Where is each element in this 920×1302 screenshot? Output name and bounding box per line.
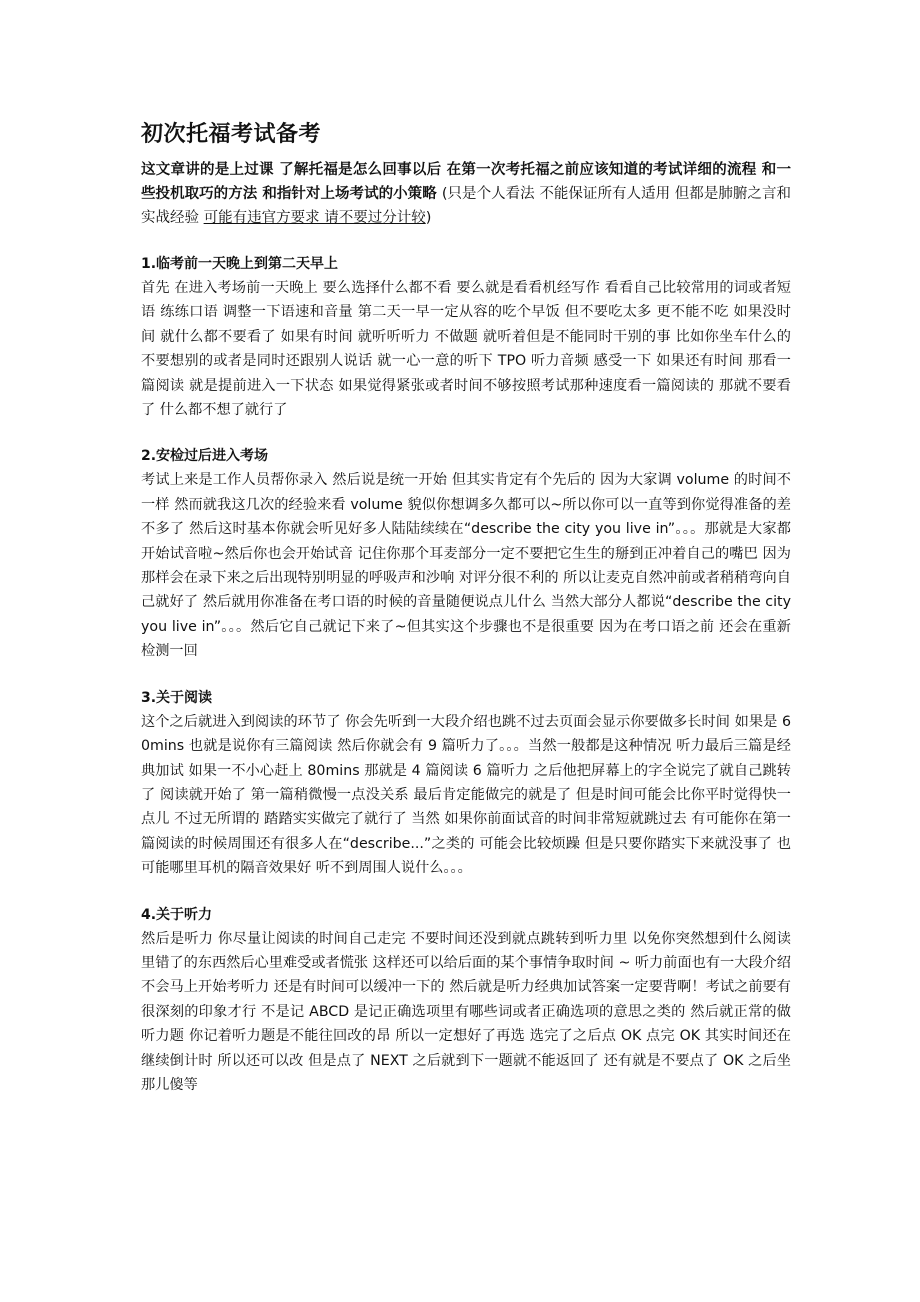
section-body: 然后是听力 你尽量让阅读的时间自己走完 不要时间还没到就点跳转到听力里 以免你突然想到什么阅读里错了的东西然后心里难受或者慌张 这样还可以给后面的某个事情争取时间 ~ 听力前面也有一大段介绍 不会马上开始考听力 还是有时间可以缓冲一下的 然后就是听力经典加试答案一定要背啊！考试之前要有很深刻的印象才行 不是记 ABCD 是记正确选项里有哪些词或者正确选项的意思之类的 然后就正常的做听力题 你记着听力题是不能往回改的昂 所以一定想好了再选 选完了之后点 OK 点完 OK 其实时间还在继续倒计时 所以还可以改 但是点了 NEXT 之后就到下一题就不能返回了 还有就是不要点了 OK 之后坐那儿傻等 bbox=[141, 930, 791, 1093]
intro-note-text: (只是个人看法 不能保证所有人适用 但都是肺腑之言和实战经验 bbox=[141, 186, 791, 226]
section-body: 首先 在进入考场前一天晚上 要么选择什么都不看 要么就是看看机经写作 看看自己比较常用的词或者短语 练练口语 调整一下语速和音量 第二天一早一定从容的吃个早饭 但不要吃太多 更不能不吃 如果没时间 就什么都不要看了 如果有时间 就听听听力 不做题 就听着但是不能同时干别的事 比如你坐车什么的 不要想别的或者是同时还跟别人说话 就一心一意的听下 TPO 听力音频 感受一下 如果还有时间 那看一篇阅读 就是提前进入一下状态 如果觉得紧张或者时间不够按照考试那种速度看一篇阅读的 那就不要看了 什么都不想了就行了 bbox=[141, 280, 791, 419]
intro-underlined-text: 可能有违官方要求 请不要过分计较 bbox=[203, 210, 426, 226]
section-body: 考试上来是工作人员帮你录入 然后说是统一开始 但其实肯定有个先后的 因为大家调 volume 的时间不一样 然而就我这几次的经验来看 volume 貌似你想调多久都可以~所以你可以一直等到你觉得准备的差不多了 然后这时基本你就会听见好多人陆陆续续在“describe the city you live in”。。。那就是大家都开始试音啦~然后你也会开始试音 记住你那个耳麦部分一定不要把它生生的掰到正冲着自己的嘴巴 因为那样会在录下来之后出现特别明显的呼吸声和沙响 对评分很不利的 所以让麦克自然冲前或者稍稍弯向自己就好了 然后就用你准备在考口语的时候的音量随便说点儿什么 当然大部分人都说“describe the city you live in”。。。然后它自己就记下来了~但其实这个步骤也不是很重要 因为在考口语之前 还会在重新检测一回 bbox=[141, 472, 791, 660]
document-title: 初次托福考试备考 bbox=[141, 122, 322, 147]
section-heading: 1.临考前一天晚上到第二天早上 bbox=[141, 256, 339, 272]
intro-bold-text: 这文章讲的是上过课 了解托福是怎么回事以后 在第一次考托福之前应该知道的考试详细的流程 和一些投机取巧的方法 和指针对上场考试的小策略 bbox=[141, 162, 791, 202]
section-heading: 3.关于阅读 bbox=[141, 689, 213, 706]
section-3 bbox=[141, 686, 791, 881]
section-heading: 2.安检过后进入考场 bbox=[141, 448, 269, 465]
section-body: 这个之后就进入到阅读的环节了 你会先听到一大段介绍也跳不过去页面会显示你要做多长时间 如果是 60mins 也就是说你有三篇阅读 然后你就会有 9 篇听力了。。。当然一般都是这种情况 听力最后三篇是经典加试 如果一不小心赶上 80mins 那就是 4 篇阅读 6 篇听力 之后他把屏幕上的字全说完了就自己跳转了 阅读就开始了 第一篇稍微慢一点没关系 最后肯定能做完的就是了 但是时间可能会比你平时觉得快一点儿 不过无所谓的 踏踏实实做完了就行了 当然 如果你前面试音的时间非常短就跳过去 有可能你在第一篇阅读的时候周围还有很多人在“describe...”之类的 可能会比较烦躁 但是只要你踏实下来就没事了 也可能哪里耳机的隔音效果好 听不到周围人说什么。。。 bbox=[141, 713, 791, 877]
section-4 bbox=[141, 903, 791, 1098]
section-1 bbox=[141, 252, 791, 422]
intro-paragraph bbox=[141, 158, 791, 230]
section-heading: 4.关于听力 bbox=[141, 906, 213, 923]
document-page bbox=[141, 118, 791, 1119]
intro-closing: ) bbox=[425, 210, 432, 226]
section-2 bbox=[141, 444, 791, 663]
